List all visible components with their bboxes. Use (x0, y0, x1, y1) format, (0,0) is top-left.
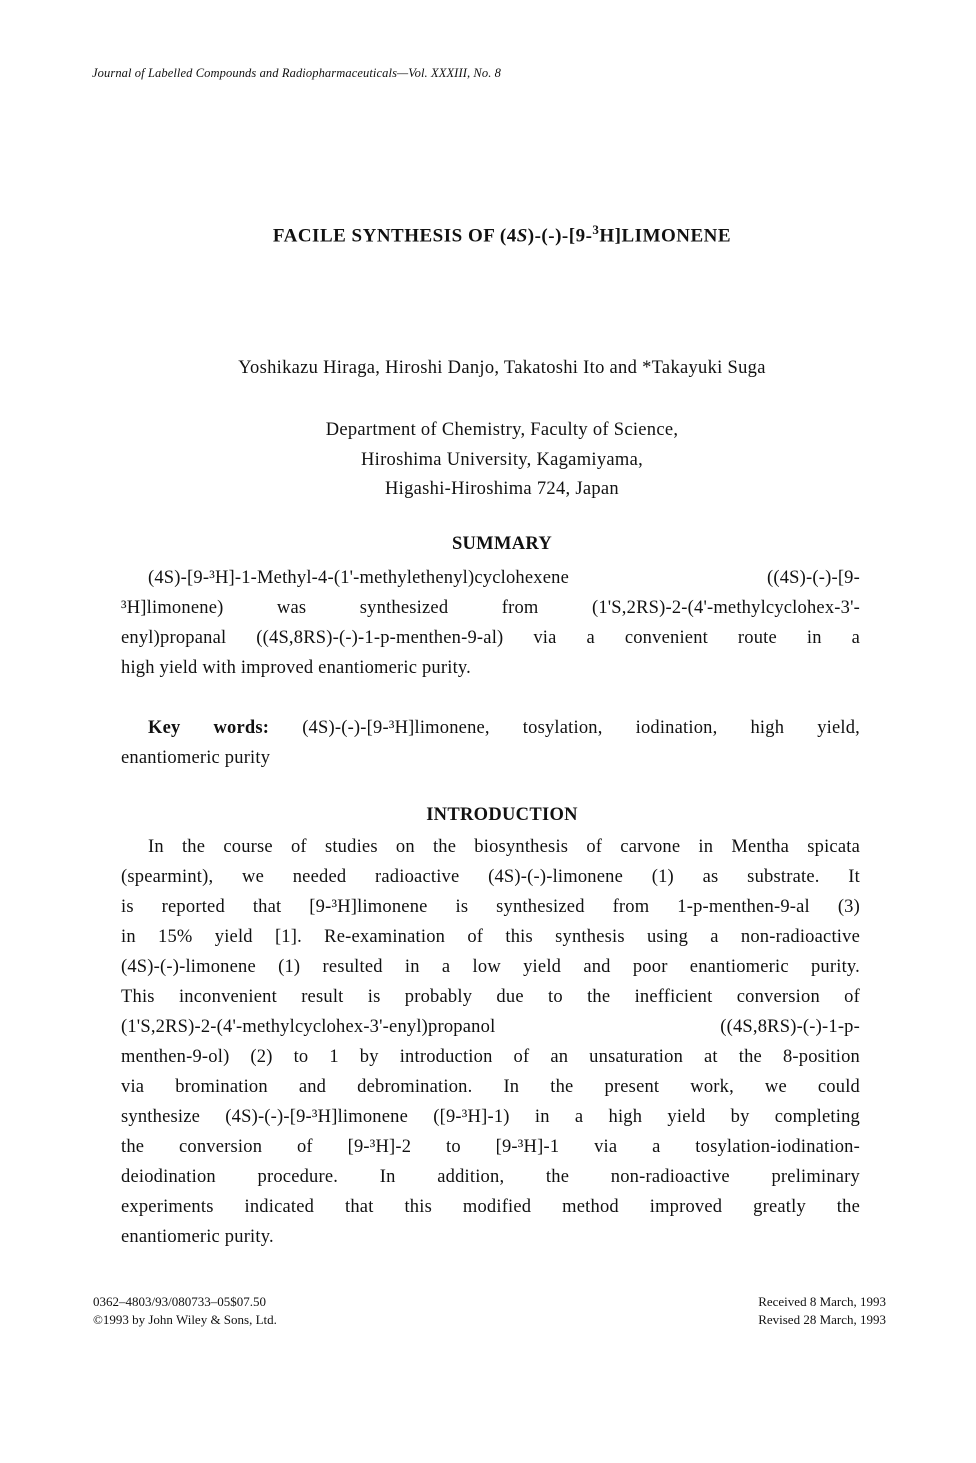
summary-line: high yield with improved enantiomeric purity. (121, 658, 471, 678)
affiliation-line: Hiroshima University, Kagamiyama, (360, 449, 644, 470)
intro-line: menthen-9-ol) (2) to 1 by introduction of an unsaturation at the 8-position (121, 1047, 860, 1067)
title-sup: 3 (592, 222, 600, 237)
footer-right (758, 1293, 886, 1329)
title-pre: FACILE SYNTHESIS OF (4 (272, 225, 517, 247)
intro-line: deiodination procedure. In addition, the non-radioactive preliminary (121, 1167, 860, 1187)
author-list: Yoshikazu Hiraga, Hiroshi Danjo, Takatoshi Ito and *Takayuki Suga (238, 358, 766, 378)
keywords-paragraph (121, 713, 860, 773)
introduction-heading: INTRODUCTION (426, 805, 578, 825)
keywords-line (121, 713, 860, 743)
intro-line: This inconvenient result is probably due to the inefficient conversion of (121, 987, 860, 1007)
keywords-label: Key words: (148, 718, 270, 738)
summary-heading: SUMMARY (451, 534, 553, 554)
issn-code: 0362–4803/93/080733–05$07.50 (93, 1294, 266, 1309)
footer-left (93, 1293, 277, 1329)
title-mid: )-(-)-[9- (527, 225, 593, 247)
intro-line: synthesize (4S)-(-)-[9-³H]limonene ([9-³H]-1) in a high yield by completing (121, 1107, 860, 1127)
affiliation (0, 416, 976, 505)
intro-line: in 15% yield [1]. Re-examination of this synthesis using a non-radioactive (121, 927, 860, 947)
intro-line: is reported that [9-³H]limonene is synthesized from 1-p-menthen-9-al (3) (121, 897, 860, 917)
revised-date: Revised 28 March, 1993 (758, 1312, 886, 1327)
received-date: Received 8 March, 1993 (758, 1294, 886, 1309)
journal-header: Journal of Labelled Compounds and Radiopharmaceuticals—Vol. XXXIII, No. 8 (92, 66, 502, 80)
summary-line: (4S)-[9-³H]-1-Methyl-4-(1'-methylethenyl)cyclohexene ((4S)-(-)-[9- (148, 568, 860, 588)
title-post: H]LIMONENE (599, 225, 732, 247)
copyright: ©1993 by John Wiley & Sons, Ltd. (93, 1312, 277, 1327)
intro-line: the conversion of [9-³H]-2 to [9-³H]-1 via a tosylation-iodination- (121, 1137, 860, 1157)
intro-line: (1'S,2RS)-2-(4'-methylcyclohex-3'-enyl)propanol ((4S,8RS)-(-)-1-p- (121, 1017, 860, 1037)
intro-line: enantiomeric purity. (121, 1227, 274, 1247)
affiliation-line: Department of Chemistry, Faculty of Science, (325, 420, 679, 440)
intro-line: (4S)-(-)-limonene (1) resulted in a low yield and poor enantiomeric purity. (121, 957, 860, 977)
summary-line: enyl)propanal ((4S,8RS)-(-)-1-p-menthen-9-al) via a convenient route in a (121, 628, 860, 648)
keywords-text: (4S)-(-)-[9-³H]limonene, tosylation, iodination, high yield, (302, 718, 861, 738)
keywords-line: enantiomeric purity (121, 748, 271, 768)
summary-line: ³H]limonene) was synthesized from (1'S,2RS)-2-(4'-methylcyclohex-3'- (121, 598, 860, 618)
intro-line: via bromination and debromination. In the present work, we could (121, 1077, 860, 1097)
summary-paragraph (121, 563, 860, 683)
introduction-paragraph (121, 832, 860, 1252)
intro-line: (spearmint), we needed radioactive (4S)-(-)-limonene (1) as substrate. It (121, 867, 860, 887)
affiliation-line: Higashi-Hiroshima 724, Japan (385, 479, 619, 499)
intro-line: experiments indicated that this modified method improved greatly the (121, 1197, 860, 1217)
title-stereo: S (516, 225, 528, 247)
intro-line: In the course of studies on the biosynthesis of carvone in Mentha spicata (148, 837, 860, 857)
paper-title (0, 222, 976, 247)
